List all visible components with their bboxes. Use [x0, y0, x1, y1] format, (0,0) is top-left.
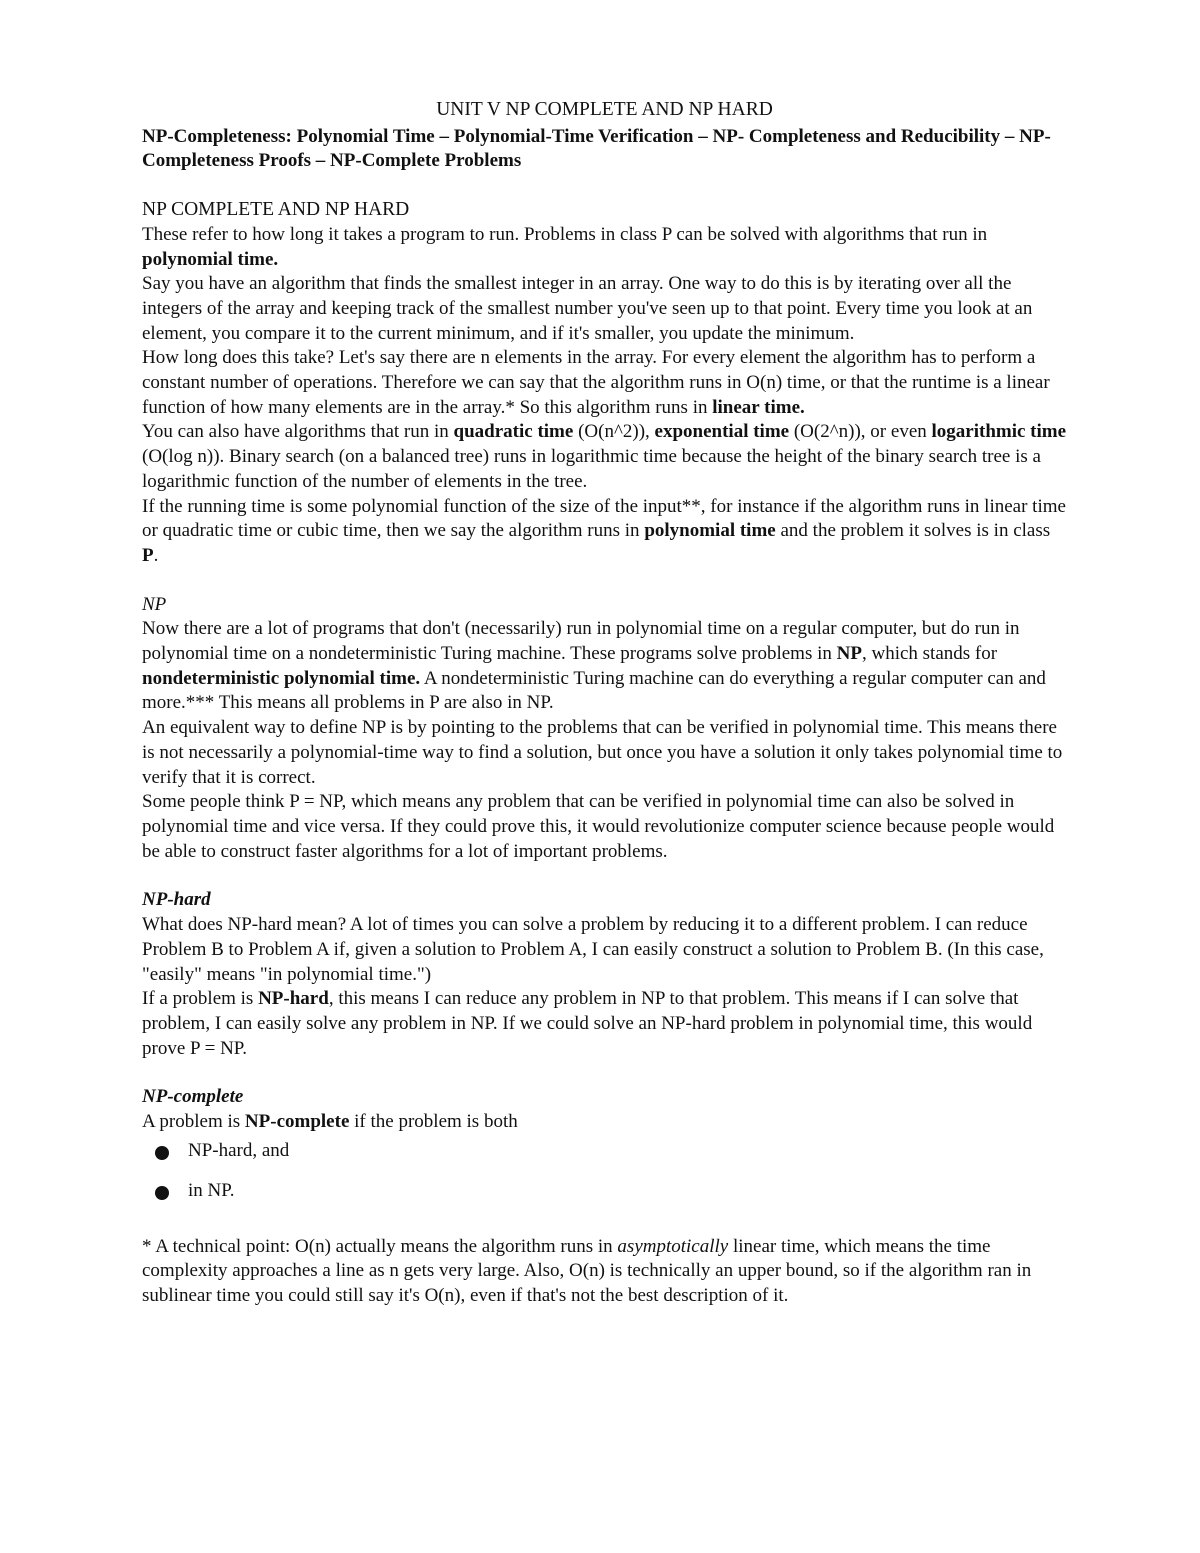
paragraph: Some people think P = NP, which means any problem that can be verified in polynomial time can also be solved in polynomial time and vice versa. If they could prove this, it would revolutionize computer science because people would be able to construct faster algorithms for a lot of important problems.	[142, 791, 1055, 862]
text: If a problem is	[142, 988, 259, 1010]
paragraph	[142, 346, 1067, 420]
bold-text: P	[142, 544, 154, 566]
text: if the problem is both	[349, 1111, 518, 1133]
bold-text: NP-hard	[258, 988, 329, 1010]
text: How long does this take? Let's say there are n elements in the array. For every element the algorithm has to perform a constant number of operations. Therefore we can say that the algorithm runs in O(n) time, or that the runtime is a linear function of how many elements are in the array.* So this algorithm runs in	[142, 347, 1050, 418]
text: (O(log n)). Binary search (on a balanced tree) runs in logarithmic time because the height of the binary search tree is a logarithmic function of the number of elements in the tree.	[142, 446, 1041, 492]
paragraph	[142, 420, 1067, 494]
bold-text: nondeterministic polynomial time.	[142, 667, 421, 689]
bold-text: quadratic time	[453, 421, 574, 443]
paragraph	[142, 223, 1067, 272]
text: (O(2^n)), or even	[789, 421, 932, 443]
text: (O(n^2)),	[573, 421, 655, 443]
document-page	[142, 98, 1067, 1309]
paragraph	[142, 495, 1067, 569]
paragraph: An equivalent way to define NP is by pointing to the problems that can be verified in polynomial time. This means there is not necessarily a polynomial-time way to find a solution, but once you have a solution it only takes polynomial time to verify that it is correct.	[142, 717, 1063, 788]
bullet-icon	[155, 1146, 169, 1160]
list-item	[142, 1139, 1067, 1179]
paragraph: Say you have an algorithm that finds the smallest integer in an array. One way to do this is by iterating over all the integers of the array and keeping track of the smallest number you've seen up to that point. Every time you look at an element, you compare it to the current minimum, and if it's smaller, you update the minimum.	[142, 273, 1033, 344]
paragraph	[142, 1110, 1067, 1135]
heading-np-hard: NP-hard	[142, 889, 211, 911]
document-title: UNIT V NP COMPLETE AND NP HARD	[436, 99, 773, 120]
text: These refer to how long it takes a program to run. Problems in class P can be solved with algorithms that run in	[142, 223, 988, 245]
list-item	[142, 1179, 1067, 1219]
text: linear time, which means the time complexity approaches a line as n gets very large. Also, O(n) is technically an upper bound, so if the algorithm ran in sublinear time you could still say it's O(n), even if that's not the best description of it.	[142, 1235, 1032, 1307]
text: .	[153, 544, 159, 566]
heading-np-complete-and-np-hard: NP COMPLETE AND NP HARD	[142, 199, 410, 221]
bold-text: exponential time	[654, 421, 790, 443]
bold-text: linear time.	[712, 396, 805, 418]
paragraph: What does NP-hard mean? A lot of times you can solve a problem by reducing it to a different problem. I can reduce Problem B to Problem A if, given a solution to Problem A, I can easily construct a solution to Problem B. (In this case, "easily" means "in polynomial time.")	[142, 914, 1044, 985]
bold-text: polynomial time.	[142, 248, 279, 270]
italic-text: asymptotically	[617, 1235, 729, 1257]
text: and the problem it solves is in class	[775, 520, 1051, 542]
bold-text: NP-complete	[244, 1111, 350, 1133]
bold-text: logarithmic time	[931, 421, 1067, 443]
bold-text: polynomial time	[644, 520, 776, 542]
heading-np: NP	[142, 593, 167, 615]
heading-np-complete: NP-complete	[142, 1086, 244, 1108]
list-item-text: in NP.	[188, 1179, 235, 1201]
list-item-text: NP-hard, and	[188, 1139, 290, 1161]
text: * A technical point: O(n) actually means the algorithm runs in	[142, 1235, 618, 1257]
text: If the running time is some polynomial function of the size of the input**, for instance if the algorithm runs in linear time or quadratic time or cubic time, then we say the algorithm runs in	[142, 495, 1066, 542]
text: , which stands for	[861, 643, 998, 665]
paragraph	[142, 987, 1067, 1061]
text: A nondeterministic Turing machine can do everything a regular computer can and more.*** This means all problems in P are also in NP.	[142, 667, 1046, 714]
text: A problem is	[142, 1111, 245, 1133]
document-subtitle: NP-Completeness: Polynomial Time – Polynomial-Time Verification – NP- Completeness and Reducibility – NP-Completeness Proofs – NP-Complete Problems	[142, 125, 1051, 172]
footnote	[142, 1235, 1067, 1309]
paragraph	[142, 617, 1067, 716]
bullet-list	[142, 1139, 1067, 1219]
bold-text: NP	[836, 643, 862, 665]
text: You can also have algorithms that run in	[142, 421, 454, 443]
text: , this means I can reduce any problem in NP to that problem. This means if I can solve that problem, I can easily solve any problem in NP. If we could solve an NP-hard problem in polynomial time, this would prove P = NP.	[142, 988, 1033, 1059]
bullet-icon	[155, 1186, 169, 1200]
text: Now there are a lot of programs that don't (necessarily) run in polynomial time on a regular computer, but do run in polynomial time on a nondeterministic Turing machine. These programs solve problems in	[142, 618, 1020, 665]
